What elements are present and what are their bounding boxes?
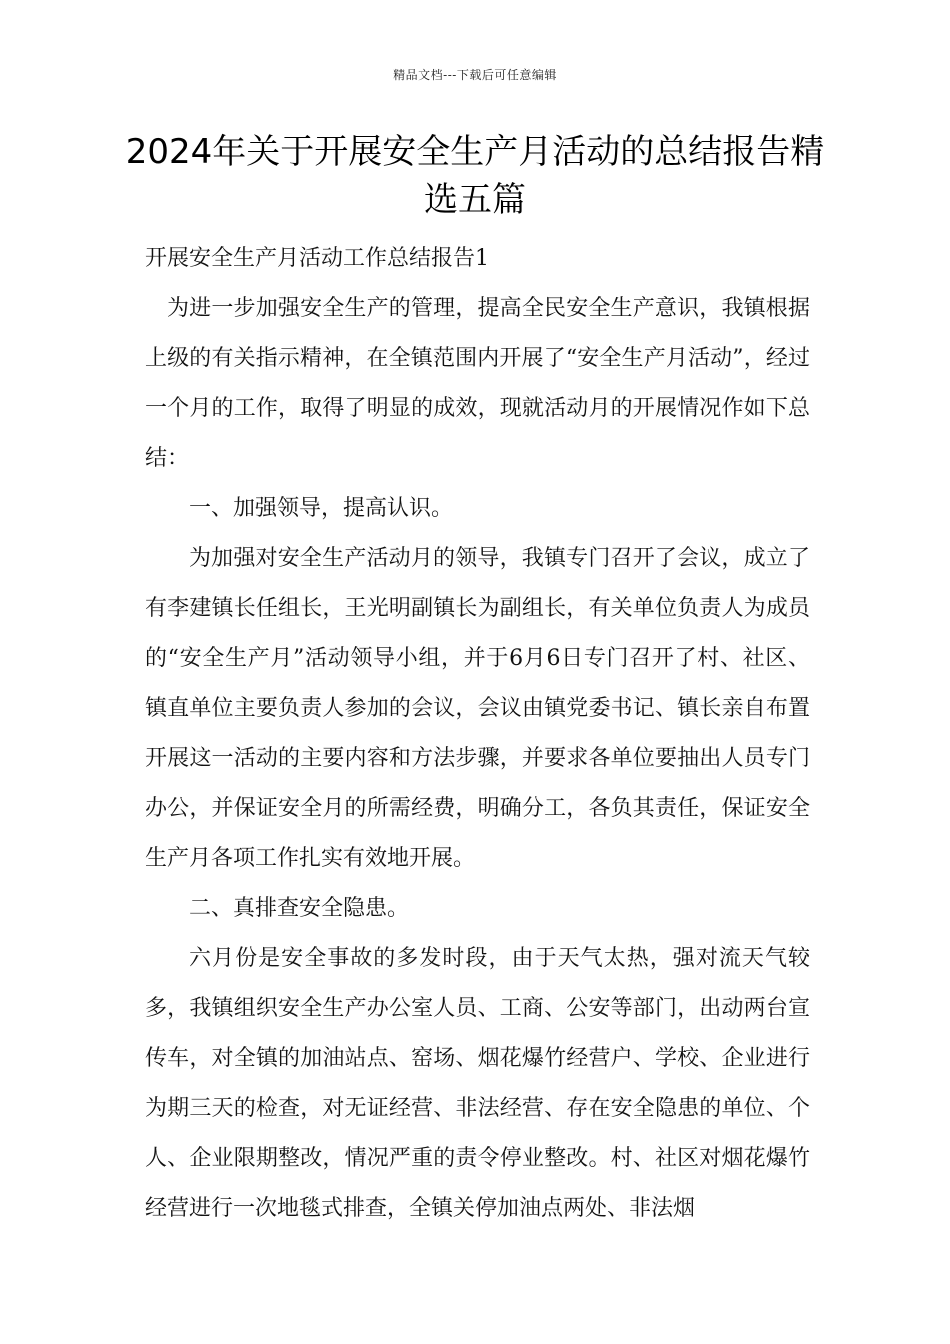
paragraph: 为加强对安全生产活动月的领导，我镇专门召开了会议，成立了有李建镇长任组长，王光明副镇长为副组长，有关单位负责人为成员的“安全生产月”活动领导小组，并于6月6日专门召开了村、社区、镇直单位主要负责人参加的会议，会议由镇党委书记、镇长亲自布置开展这一活动的主要内容和方法步骤，并要求各单位要抽出人员专门办公，并保证安全月的所需经费，明确分工，各负其责任，保证安全生产月各项工作扎实有效地开展。 xyxy=(145,546,810,871)
header-note: 精品文档---下载后可任意编辑 xyxy=(393,68,557,82)
document-title: 2024年关于开展安全生产月活动的总结报告精选五篇 xyxy=(125,132,825,220)
section-heading: 一、加强领导，提高认识。 xyxy=(189,496,454,521)
section-subtitle: 开展安全生产月活动工作总结报告1 xyxy=(145,246,489,271)
document-body xyxy=(145,234,810,1234)
section-heading: 二、真排查安全隐患。 xyxy=(189,896,410,921)
paragraph: 六月份是安全事故的多发时段，由于天气太热，强对流天气较多，我镇组织安全生产办公室人员、工商、公安等部门，出动两台宣传车，对全镇的加油站点、窑场、烟花爆竹经营户、学校、企业进行为期三天的检查，对无证经营、非法经营、存在安全隐患的单位、个人、企业限期整改，情况严重的责令停业整改。村、社区对烟花爆竹经营进行一次地毯式排查，全镇关停加油点两处、非法烟 xyxy=(145,946,810,1221)
paragraph: 为进一步加强安全生产的管理，提高全民安全生产意识，我镇根据上级的有关指示精神，在全镇范围内开展了“安全生产月活动”，经过一个月的工作，取得了明显的成效，现就活动月的开展情况作如下总结： xyxy=(145,296,810,471)
